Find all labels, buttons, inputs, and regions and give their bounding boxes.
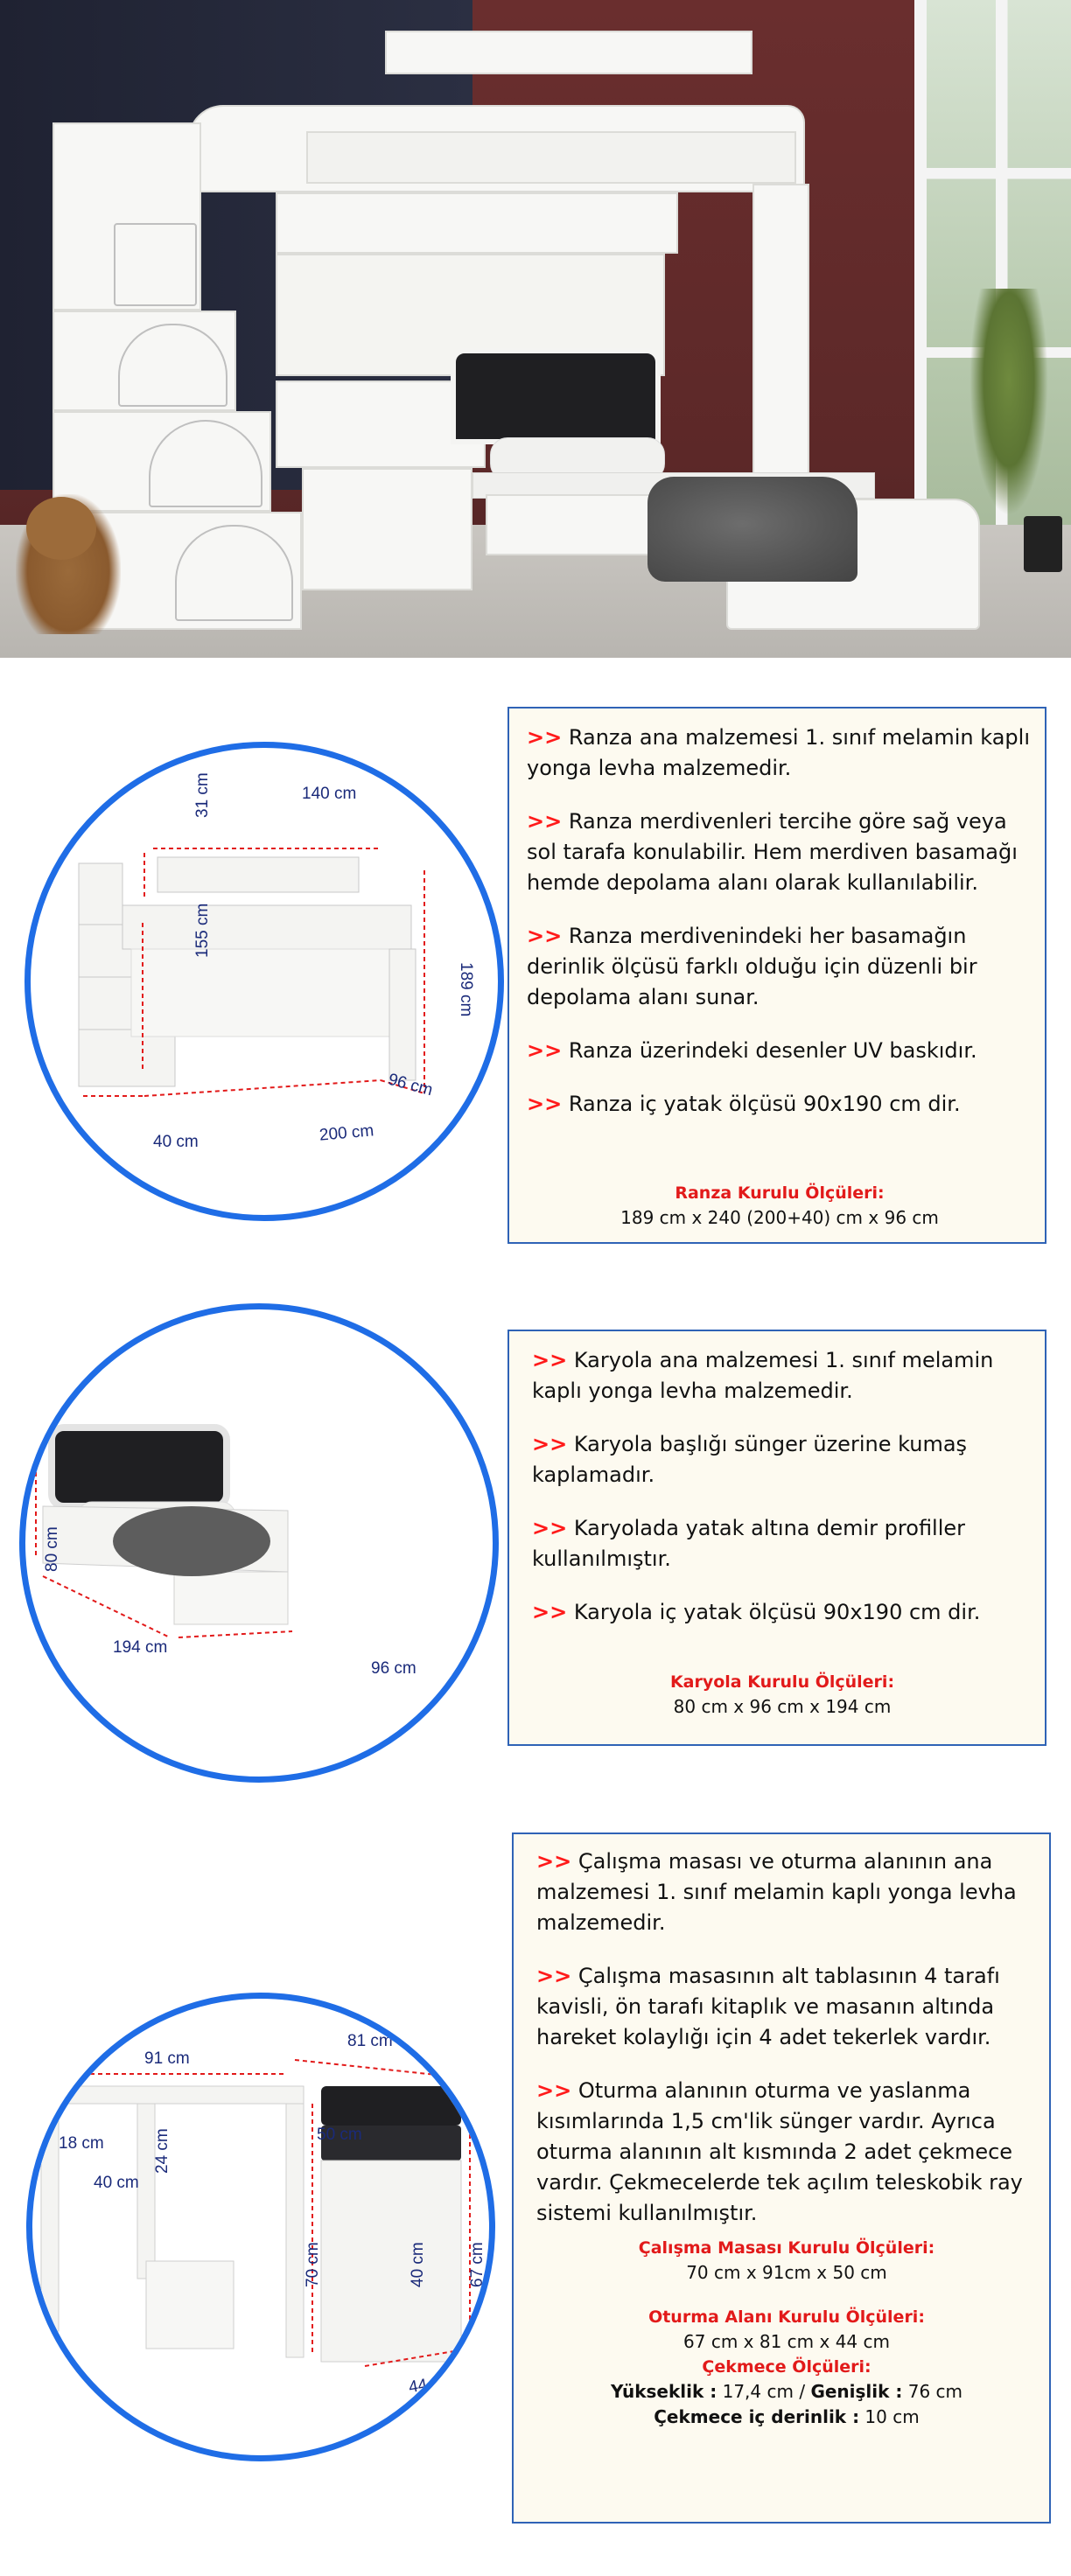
bed-drawing [25, 1309, 493, 1777]
ranza-summary-title: Ranza Kurulu Ölçüleri: [675, 1183, 885, 1203]
karyola-bullet: >> Karyola başlığı sünger üzerine kumaş kaplamadır. [532, 1432, 968, 1487]
masa-summary1-value: 70 cm x 91cm x 50 cm [686, 2262, 887, 2283]
dim-40: 40 cm [153, 1133, 199, 1151]
ranza-bullet: >> Ranza ana malzemesi 1. sınıf melamin kaplı yonga levha malzemedir. [527, 725, 1030, 780]
shelf-unit [276, 192, 678, 254]
masa-bullet: >> Çalışma masasının alt tablasının 4 tarafı kavisli, ön tarafı kitaplık ve masanın altında hareket kolaylığı için 4 adet tekerlek vardır. [536, 1964, 1000, 2049]
headboard [451, 348, 661, 444]
masa-summary3-title: Çekmece Ölçüleri: [702, 2357, 872, 2377]
bunk-diagram [24, 742, 504, 1221]
desk-diagram [26, 1993, 495, 2461]
dim-80: 80 cm [43, 1526, 61, 1572]
bed-diagram [19, 1303, 499, 1783]
dim-96: 96 cm [371, 1659, 416, 1678]
bunk-drawing [31, 748, 498, 1215]
dim-40-desk: 40 cm [94, 2174, 139, 2192]
masa-info-box [512, 1833, 1051, 2524]
dim-18: 18 cm [59, 2134, 104, 2153]
teddy-bear-head [26, 497, 96, 560]
dim-96: 96 cm [386, 1070, 435, 1100]
dim-81: 81 cm [347, 2032, 393, 2050]
ranza-bullet: >> Ranza üzerindeki desenler UV baskıdır. [527, 1038, 977, 1063]
dim-44: 44 cm [407, 2370, 456, 2398]
masa-bullet: >> Çalışma masası ve oturma alanının ana malzemesi 1. sınıf melamin kaplı yonga levha malzemedir. [536, 1849, 1017, 1935]
bunk-rail-panel [306, 131, 796, 184]
dim-155: 155 cm [193, 903, 212, 958]
dim-40-seat: 40 cm [409, 2242, 427, 2287]
dim-200: 200 cm [318, 1121, 375, 1145]
ranza-bullet: >> Ranza iç yatak ölçüsü 90x190 cm dir. [527, 1092, 961, 1116]
karyola-info-box [508, 1330, 1046, 1746]
dim-91: 91 cm [144, 2049, 190, 2068]
plant-icon [970, 289, 1048, 516]
plant-pot [1024, 516, 1062, 572]
ranza-bullet: >> Ranza merdivenleri tercihe göre sağ veya sol tarafa konulabilir. Hem merdiven basamağı hemde depolama alanı olarak kullanılabilir. [527, 809, 1018, 895]
dim-31: 31 cm [193, 772, 212, 818]
dim-70: 70 cm [304, 2242, 322, 2287]
karyola-summary-value: 80 cm x 96 cm x 194 cm [673, 1696, 892, 1717]
bunk-rail [385, 31, 752, 74]
dim-24: 24 cm [153, 2128, 172, 2174]
dim-189: 189 cm [457, 962, 475, 1017]
masa-summary1-title: Çalışma Masası Kurulu Ölçüleri: [638, 2238, 935, 2258]
hero-photo [0, 0, 1071, 658]
karyola-bullet: >> Karyola iç yatak ölçüsü 90x190 cm dir. [532, 1600, 981, 1624]
blanket [648, 477, 858, 582]
karyola-summary-title: Karyola Kurulu Ölçüleri: [669, 1672, 895, 1692]
dim-67: 67 cm [468, 2242, 486, 2287]
dim-140: 140 cm [302, 785, 357, 803]
ranza-bullet: >> Ranza merdivenindeki her basamağın derinlik ölçüsü farklı olduğu için düzenli bir depolama alanı sunar. [527, 924, 977, 1009]
dim-194: 194 cm [113, 1638, 168, 1657]
drawer-dims-line1: Yükseklik : 17,4 cm / Genişlik : 76 cm [610, 2381, 963, 2402]
karyola-bullet: >> Karyolada yatak altına demir profiller kullanılmıştır. [532, 1516, 966, 1571]
masa-summary2-title: Oturma Alanı Kurulu Ölçüleri: [648, 2307, 925, 2327]
ranza-info-box [508, 707, 1046, 1244]
drawer-dims-line2: Çekmece iç derinlik : 10 cm [654, 2406, 920, 2427]
masa-bullet: >> Oturma alanının oturma ve yaslanma kısımlarında 1,5 cm'lik sünger vardır. Ayrıca oturma alanının alt kısmında 2 adet çekmece vardır. Çekmecelerde tek açılım teleskobik ray sistemi kullanılmıştır. [536, 2078, 1023, 2225]
desk-drawers [302, 468, 472, 590]
masa-summary2-value: 67 cm x 81 cm x 44 cm [683, 2331, 890, 2352]
stair-door [114, 223, 197, 306]
dim-50: 50 cm [317, 2126, 362, 2144]
ranza-summary-value: 189 cm x 240 (200+40) cm x 96 cm [620, 1207, 939, 1228]
karyola-bullet: >> Karyola ana malzemesi 1. sınıf melamin kaplı yonga levha malzemedir. [532, 1348, 994, 1403]
